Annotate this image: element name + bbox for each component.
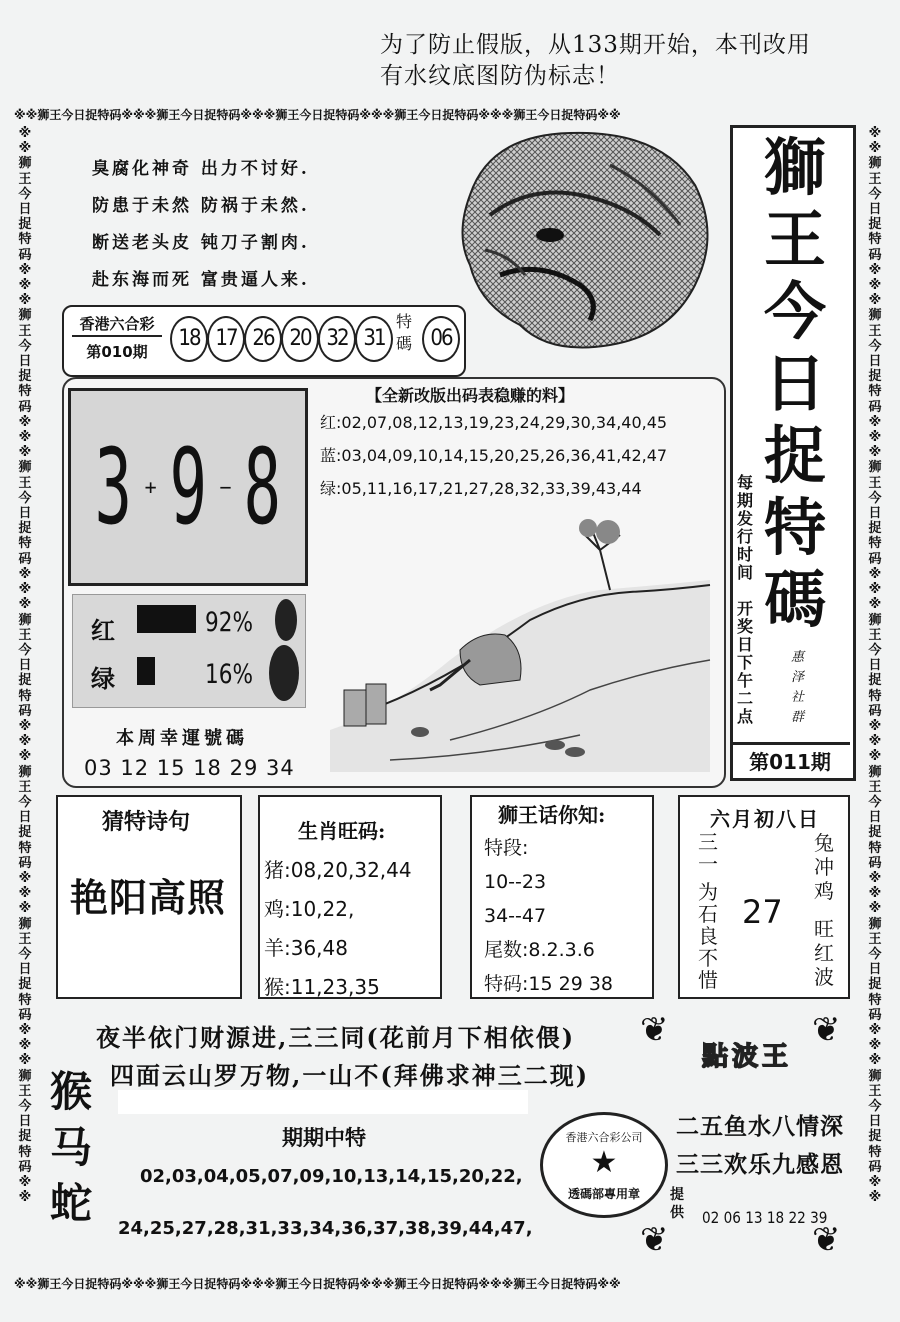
title-char: 碼 [763,563,826,636]
lottery-name: 香港六合彩 [72,313,162,337]
floral-ornament-icon: ❦ [812,1220,841,1260]
poem-box [56,795,242,999]
lion-tips-row: 尾数:8.2.3.6 [484,939,595,961]
provide-label: 提供 [670,1187,684,1221]
zodiac-vertical-char: 马 [49,1123,92,1172]
zodiac-row: 猪:08,20,32,44 [264,858,412,882]
title-heading [757,132,833,636]
previous-result-box [62,305,466,377]
previous-issue: 第010期 [86,343,148,361]
zodiac-vertical-char: 蛇 [49,1179,92,1228]
display-digit: 9 [169,426,207,548]
publisher-char: 社 [791,690,805,705]
green-numbers: 绿:05,11,16,17,21,27,28,32,33,39,43,44 [320,479,642,498]
result-ball: 20 [281,316,319,362]
title-char: 特 [763,491,826,564]
lion-tips-row: 34--47 [484,905,547,927]
date-left-1: 三一 [698,830,718,876]
period-title: 期期中特 [282,1125,366,1150]
lucky-numbers: 03 12 15 18 29 34 [84,756,295,780]
right-border-text: ※※狮王今日捉特码※※※狮王今日捉特码※※※狮王今日捉特码※※※狮王今日捉特码※※※狮王今日捉特码※※※狮王今日捉特码※※※狮王今日捉特码※※ [868,126,882,1206]
poem-box-title: 猜特诗句 [102,809,191,835]
stamp-top-text: 香港六合彩公司 [565,1131,643,1144]
green-percent: 16% [205,659,254,690]
lion-tips-title: 狮王话你知: [498,803,606,827]
special-ball: 06 [422,316,460,362]
schedule-left: 每期发行时间 [737,473,754,582]
lion-tips-row: 特码:15 29 38 [484,973,614,995]
floral-ornament-icon: ❦ [640,1220,669,1260]
title-char: 捉 [763,419,826,492]
star-icon: ★ [590,1145,618,1180]
red-dot [275,599,297,641]
date-right-1: 兔冲鸡 [814,831,834,903]
period-numbers-1: 02,03,04,05,07,09,10,13,14,15,20,22, [140,1166,523,1187]
green-label: 绿 [91,664,115,693]
color-table-header: 【全新改版出码表稳赚的料】 [366,386,575,405]
display-operator: − [219,475,232,499]
notice-line-1: 为了防止假版，从133期开始，本刊改用 [380,32,811,58]
verse-line: 赴东海而死 富贵逼人来. [92,270,310,290]
floral-ornament-icon: ❦ [812,1010,841,1050]
display-digit: 3 [94,426,133,548]
red-label: 红 [91,616,115,645]
couplet-line-2: 三三欢乐九感恩 [676,1151,844,1178]
lucky-label: 本周幸運號碼 [116,728,248,749]
date-number: 27 [742,893,783,931]
lion-tips-row: 10--23 [484,871,547,893]
zodiac-box-title: 生肖旺码: [298,819,386,843]
zodiac-row: 猴:11,23,35 [264,975,380,999]
color-number-table [318,379,718,509]
zodiac-vertical [46,1064,96,1232]
publisher-char: 惠 [791,650,805,665]
poem-box-text: 艳阳高照 [70,875,227,920]
title-char: 獅 [763,131,826,204]
verses-block [92,154,422,302]
green-dot [269,645,299,701]
color-stats [72,594,306,708]
schedule-right: 开奖日下午二点 [737,599,754,726]
zodiac-row: 羊:36,48 [264,936,348,960]
date-title: 六月初八日 [710,807,820,831]
red-percent: 92% [205,607,254,638]
wave-king: 點波王 [702,1042,793,1072]
title-char: 王 [763,203,826,276]
lion-head-illustration [430,125,720,355]
result-ball: 31 [355,316,393,362]
red-bar [137,605,196,633]
result-ball: 17 [207,316,245,362]
poem-line-1: 夜半依门财源进,三三同(花前月下相依偎) [96,1023,576,1052]
lion-tips-rows [484,831,613,1001]
current-issue: 第011期 [730,742,850,781]
date-right-2: 旺红波 [814,917,834,989]
date-box [678,795,850,999]
number-display [68,388,308,586]
red-numbers: 红:02,07,08,12,13,19,23,24,29,30,34,40,45 [320,413,668,432]
publisher-char: 群 [791,710,805,725]
zodiac-row: 鸡:10,22, [264,897,355,921]
title-panel [730,125,856,781]
verse-line: 臭腐化神奇 出力不讨好. [92,159,310,179]
verse-line: 断送老头皮 钝刀子割肉. [92,233,310,253]
display-digit: 8 [243,426,282,548]
stamp-bottom-text: 透碼部專用章 [567,1187,640,1201]
lion-tips-row: 特段: [484,837,529,859]
title-char: 日 [763,347,826,420]
date-left-2: 为石良不惜 [698,880,718,992]
zodiac-box [258,795,442,999]
lion-tips-box [470,795,654,999]
final-numbers: 02 06 13 18 22 39 [702,1208,828,1227]
bottom-border-text: ※※狮王今日捉特码※※※狮王今日捉特码※※※狮王今日捉特码※※※狮王今日捉特码※※※狮王今日捉特码※※ [14,1277,621,1291]
special-label: 特碼 [396,312,413,353]
white-strip [118,1090,528,1114]
poem-line-2: 四面云山罗万物,一山不(拜佛求神三二现) [110,1061,590,1090]
zodiac-vertical-char: 猴 [49,1067,92,1116]
top-border-text: ※※狮王今日捉特码※※※狮王今日捉特码※※※狮王今日捉特码※※※狮王今日捉特码※※※狮王今日捉特码※※ [14,108,621,122]
notice-line-2: 有水纹底图防伪标志！ [380,63,620,89]
result-balls [170,316,392,362]
left-border-text: ※※狮王今日捉特码※※※狮王今日捉特码※※※狮王今日捉特码※※※狮王今日捉特码※※※狮王今日捉特码※※※狮王今日捉特码※※※狮王今日捉特码※※ [18,126,32,1206]
verse-line: 防患于未然 防祸于未然. [92,196,310,216]
couplet-line-1: 二五鱼水八情深 [676,1113,844,1140]
publisher-char: 泽 [791,670,805,685]
title-char: 今 [763,275,826,348]
period-numbers-2: 24,25,27,28,31,33,34,36,37,38,39,44,47, [118,1218,533,1239]
result-ball: 32 [318,316,356,362]
landscape-illustration [330,510,715,772]
publisher-sub [791,648,807,728]
result-ball: 18 [170,316,208,362]
anti-counterfeit-notice [380,30,860,92]
company-stamp [540,1112,668,1218]
blue-numbers: 蓝:03,04,09,10,14,15,20,25,26,36,41,42,47 [320,446,668,465]
display-operator: + [144,475,157,499]
zodiac-rows [264,851,412,1007]
floral-ornament-icon: ❦ [640,1010,669,1050]
green-bar [137,657,155,685]
result-ball: 26 [244,316,282,362]
